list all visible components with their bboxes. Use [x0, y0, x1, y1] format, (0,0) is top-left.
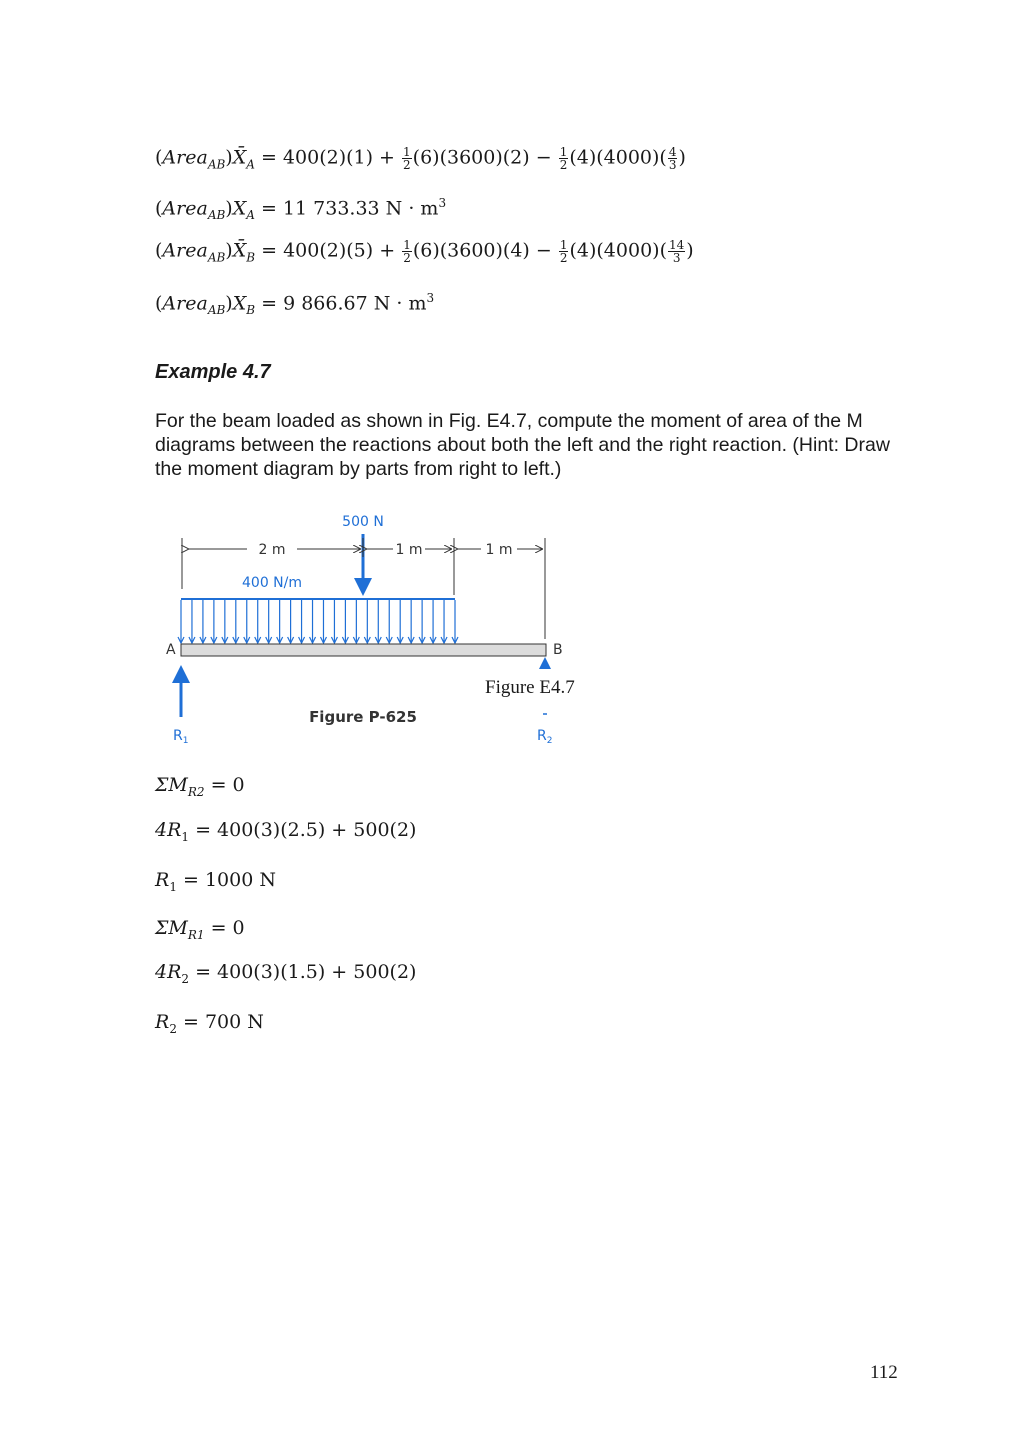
fraction-fourteen-thirds: $\frac{14}{3}$: [669, 238, 685, 265]
fraction-half: $\frac{1}{2}$: [403, 145, 411, 172]
fraction-half: $\frac{1}{2}$: [559, 145, 568, 172]
fraction-half: $\frac{1}{2}$: [403, 238, 411, 265]
dim-label-1m-a: 1 m: [395, 542, 423, 558]
beam-diagram: [155, 505, 575, 750]
equation-area-xa-bar: $(Area_{AB})X̄_A = 400(2)(1)$ + $\frac{1}{2}$ (6)(3600)(2) − $\frac{1}{2}$ (4)(4000)( $\frac{4}{3}$ ): [155, 145, 686, 172]
page-number: 112: [870, 1362, 898, 1383]
equation-4r2: $4R_2 = 400(3)(1.5) + 500(2)$: [155, 961, 417, 986]
distributed-load-arrows: [178, 599, 458, 643]
dim-label-2m: 2 m: [258, 542, 286, 558]
support-label-b: B: [553, 642, 563, 658]
equation-area-xb-bar: $(Area_{AB})X̄_B = 400(2)(5)$ + $\frac{1}{2}$ (6)(3600)(4) − $\frac{1}{2}$ (4)(4000)( $\frac{14}{3}$ ): [155, 238, 694, 265]
equation-area-xb-result: $(Area_{AB})X_B = 9$ 866.67 $N \cdot m^3$: [155, 291, 435, 318]
example-heading: Example 4.7: [155, 361, 271, 383]
problem-paragraph: For the beam loaded as shown in Fig. E4.7, compute the moment of area of the M diagrams between the reactions about both the left and the right reaction. (Hint: Draw the moment diagram by parts from right to left.): [155, 410, 890, 480]
fraction-half: $\frac{1}{2}$: [559, 238, 568, 265]
equation-4r1: $4R_1 = 400(3)(2.5) + 500(2)$: [155, 819, 417, 844]
reaction-r1-label: $R_1$: [173, 728, 189, 746]
dim-label-1m-b: 1 m: [485, 542, 513, 558]
figure-inner-title: Figure P-625: [309, 708, 417, 726]
equation-area-xa-result: $(Area_{AB})X_A = 11$ 733.33 $N \cdot m^3$: [155, 196, 447, 223]
equation-r2-result: $R_2 = 700$ N: [155, 1011, 264, 1036]
beam: [181, 644, 546, 656]
fraction-four-thirds: $\frac{4}{3}$: [668, 145, 677, 172]
reaction-r2-label: $R_2$: [537, 728, 553, 746]
point-load-label: 500 N: [342, 514, 384, 530]
equation-r1-result: $R_1 = 1000$ N: [155, 869, 276, 894]
equation-sum-moment-r1: $\Sigma M_{R1} = 0$: [155, 917, 245, 942]
beam-figure: [155, 505, 575, 750]
support-label-a: A: [166, 642, 176, 658]
equation-sum-moment-r2: $\Sigma M_{R2} = 0$: [155, 774, 245, 799]
distributed-load-label: 400 N/m: [242, 575, 302, 591]
figure-caption: Figure E4.7: [485, 677, 575, 698]
